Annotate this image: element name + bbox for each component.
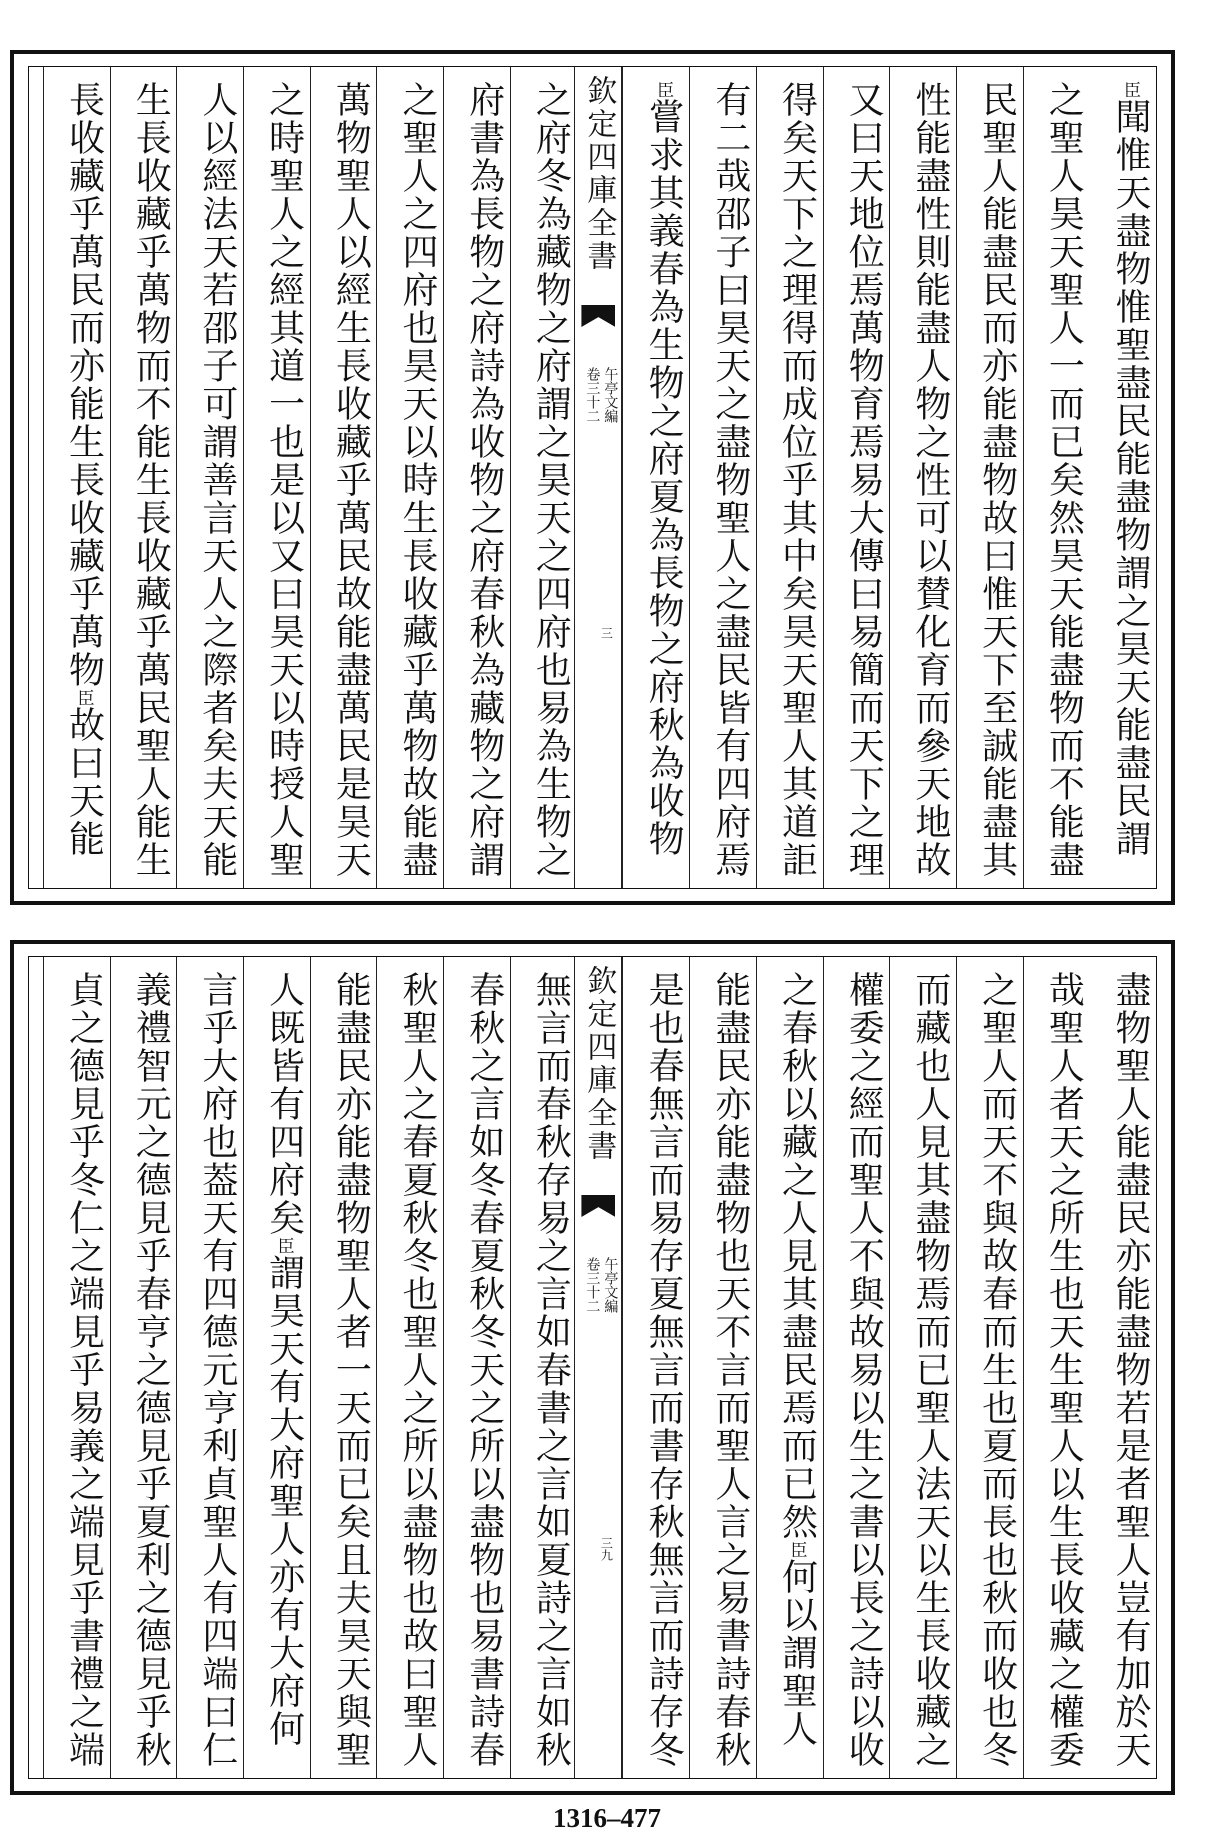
bottom-page [10,940,1175,1795]
top-fish-tail-upper [581,305,615,327]
top-text-column [622,67,689,888]
text-segment: 萬物聖人以經生長收藏乎萬民故能盡萬民是昊天 [330,81,372,879]
text-segment: 之聖人昊天聖人一而已矣然昊天能盡物而不能盡 [1043,81,1085,879]
bottom-subtitle-1: 午亭文編 [602,1257,619,1313]
text-segment: 秋聖人之春夏秋冬也聖人之所以盡物也故曰聖人 [397,971,438,1769]
bottom-text-column [823,957,890,1778]
text-segment: 盡物聖人能盡民亦能盡物若是者聖人豈有加於天 [1110,971,1151,1769]
text-segment: 哉聖人者天之所生也天生聖人以生長收藏之權委 [1043,971,1085,1769]
bottom-text-column [310,957,377,1778]
text-segment: 性能盡性則能盡人物之性可以賛化育而參天地故 [909,81,951,879]
text-segment: 長收藏乎萬民而亦能生長收藏乎萬物 [63,81,105,689]
minister-marker: 臣 [653,81,674,98]
bottom-text-column [756,957,823,1778]
top-subtitle-2: 卷三十二 [584,367,601,423]
bottom-text-column [1089,957,1156,1778]
text-segment: 義禮智元之德見乎春亨之德見乎夏利之德見乎秋 [130,971,172,1769]
bottom-book-title: 欽定四庫全書 [581,965,617,1163]
top-text-column [310,67,377,888]
text-segment: 能盡民亦能盡物聖人者一天而已矣且夫昊天與聖 [330,971,372,1769]
bottom-text-column [443,957,510,1778]
bottom-page-number: 三九 [599,1537,614,1561]
text-segment: 府書為長物之府詩為收物之府春秋為藏物之府謂 [463,81,505,879]
minister-marker: 臣 [786,1541,807,1558]
bottom-text-column [622,957,689,1778]
text-segment: 之時聖人之經其道一也是以又曰昊天以時授人聖 [263,81,305,879]
text-segment: 有二哉邵子曰昊天之盡物聖人之盡民皆有四府焉 [709,81,751,879]
top-text-column [510,67,577,888]
top-text-column [889,67,956,888]
bottom-text-column [889,957,956,1778]
minister-marker: 臣 [1120,81,1140,98]
text-segment: 而藏也人見其盡物焉而已聖人法天以生長收藏之 [909,971,951,1769]
bottom-text-column [43,957,110,1778]
text-segment: 能盡民亦能盡物也天不言而聖人言之易書詩春秋 [709,971,751,1769]
bottom-text-column [956,957,1023,1778]
top-page-number: 三 [599,627,614,639]
top-subtitle-1: 午亭文編 [602,367,619,423]
text-segment: 得矣天下之理得而成位乎其中矣昊天聖人其道詎 [776,81,818,879]
text-segment: 言乎大府也葢天有四德元亨利貞聖人有四端曰仁 [196,971,238,1769]
top-text-column [376,67,443,888]
bottom-page-frame [28,956,1157,1779]
top-book-title: 欽定四庫全書 [581,75,617,273]
text-segment: 民聖人能盡民而亦能盡物故曰惟天下至誠能盡其 [976,81,1018,879]
text-segment: 之春秋以藏之人見其盡民焉而已然 [776,971,818,1541]
bottom-text-column [1023,957,1090,1778]
top-page [10,50,1175,905]
minister-marker: 臣 [73,689,94,706]
text-segment: 生長收藏乎萬物而不能生長收藏乎萬民聖人能生 [130,81,172,879]
bottom-subtitle-2: 卷三十二 [584,1257,601,1313]
text-segment: 之府冬為藏物之府謂之昊天之四府也易為生物之 [530,81,572,879]
bottom-text-column [176,957,243,1778]
bottom-text-column [376,957,443,1778]
top-text-column [110,67,177,888]
text-segment: 人既皆有四府矣 [263,971,305,1237]
text-segment: 嘗求其義春為生物之府夏為長物之府秋為收物 [643,98,685,858]
top-text-column [243,67,310,888]
top-page-frame [28,66,1157,889]
top-text-column [1089,67,1156,888]
top-text-column [1023,67,1090,888]
page-footer: 1316–477 [553,1803,661,1833]
top-center-strip [574,67,622,888]
top-text-column [689,67,756,888]
bottom-text-column [110,957,177,1778]
text-segment: 是也春無言而易存夏無言而書存秋無言而詩存冬 [643,971,685,1769]
top-text-column [176,67,243,888]
bottom-text-column [689,957,756,1778]
text-segment: 又曰天地位焉萬物育焉易大傳曰易簡而天下之理 [843,81,885,879]
text-segment: 謂昊天有大府聖人亦有大府何 [263,1254,305,1748]
bottom-fish-tail-upper [581,1195,615,1217]
top-text-column [443,67,510,888]
top-text-column [756,67,823,888]
minister-marker: 臣 [273,1237,294,1254]
bottom-text-column [510,957,577,1778]
text-segment: 何以謂聖人 [776,1558,818,1748]
text-segment: 之聖人之四府也昊天以時生長收藏乎萬物故能盡 [397,81,438,879]
text-segment: 權委之經而聖人不與故易以生之書以長之詩以收 [843,971,885,1769]
text-segment: 貞之德見乎冬仁之端見乎易義之端見乎書禮之端 [63,971,105,1769]
text-segment: 之聖人而天不與故春而生也夏而長也秋而收也冬 [976,971,1018,1769]
bottom-text-column [243,957,310,1778]
top-text-column [823,67,890,888]
bottom-center-strip [574,957,622,1778]
text-segment: 人以經法天若邵子可謂善言天人之際者矣夫天能 [196,81,238,879]
text-segment: 無言而春秋存易之言如春書之言如夏詩之言如秋 [530,971,572,1769]
top-text-column [956,67,1023,888]
text-segment: 春秋之言如冬春夏秋冬天之所以盡物也易書詩春 [463,971,505,1769]
top-text-column [43,67,110,888]
text-segment: 故曰天能 [63,706,105,858]
text-segment: 聞惟天盡物惟聖盡民能盡物謂之昊天能盡民謂 [1110,98,1151,858]
